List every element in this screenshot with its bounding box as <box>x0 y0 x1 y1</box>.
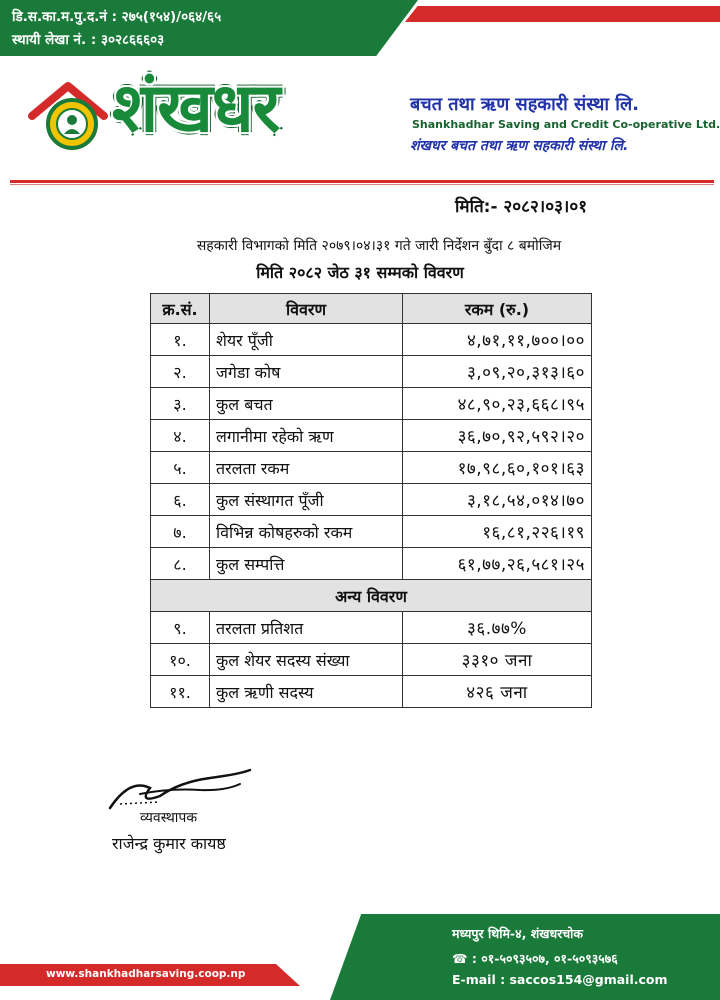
row-serial: १०. <box>151 644 210 676</box>
section-header-row <box>151 580 592 612</box>
row-amount: ३६.७७% <box>403 612 592 644</box>
row-amount: १६,८१,२२६।१९ <box>403 516 592 548</box>
footer-website-link[interactable]: www.shankhadharsaving.coop.np <box>46 968 246 980</box>
row-description: विभिन्न कोषहरुको रकम <box>210 516 403 548</box>
row-amount: ४,७१,११,७००।०० <box>403 324 592 356</box>
row-serial: ९. <box>151 612 210 644</box>
table-row <box>151 356 592 388</box>
row-description: कुल सम्पत्ति <box>210 548 403 580</box>
footer-phone: ☎ : ०१-५०९३५०७, ०१-५०९३५७६ <box>452 951 618 966</box>
row-description: लगानीमा रहेको ऋण <box>210 420 403 452</box>
row-amount: ३,०९,२०,३१३।६० <box>403 356 592 388</box>
intro-text: सहकारी विभागको मिति २०७९।०४।३१ गते जारी निर्देशन बुँदा ८ बमोजिम <box>196 238 562 254</box>
row-serial: ५. <box>151 452 210 484</box>
row-serial: ४. <box>151 420 210 452</box>
row-serial: १. <box>151 324 210 356</box>
row-serial: ११. <box>151 676 210 708</box>
row-description: जगेडा कोष <box>210 356 403 388</box>
table-row <box>151 516 592 548</box>
section-title: अन्य विवरण <box>151 580 592 612</box>
row-serial: २. <box>151 356 210 388</box>
header-divider-thin <box>10 184 714 185</box>
row-serial: ८. <box>151 548 210 580</box>
row-description: तरलता प्रतिशत <box>210 612 403 644</box>
header-divider <box>10 180 714 183</box>
table-row <box>151 452 592 484</box>
row-amount: ४२६ जना <box>403 676 592 708</box>
footer-email[interactable]: E-mail : saccos154@gmail.com <box>452 972 668 987</box>
row-serial: ६. <box>151 484 210 516</box>
row-description: कुल संस्थागत पूँजी <box>210 484 403 516</box>
row-serial: ७. <box>151 516 210 548</box>
table-row <box>151 388 592 420</box>
table-row <box>151 548 592 580</box>
row-description: कुल शेयर सदस्य संख्या <box>210 644 403 676</box>
table-row <box>151 612 592 644</box>
row-serial: ३. <box>151 388 210 420</box>
cooperative-logo-icon <box>28 82 108 152</box>
brand-name-newari: शंखधर बचत तथा ऋण सहकारी संस्था लि. <box>410 138 629 154</box>
row-amount: ३६,७०,९२,५९२।२० <box>403 420 592 452</box>
row-amount: ६१,७७,२६,५८१।२५ <box>403 548 592 580</box>
row-description: शेयर पूँजी <box>210 324 403 356</box>
pan-number: स्थायी लेखा नं. : ३०२८६६६०३ <box>12 32 165 48</box>
table-row <box>151 484 592 516</box>
table-row <box>151 676 592 708</box>
row-description: कुल ऋणी सदस्य <box>210 676 403 708</box>
table-row <box>151 420 592 452</box>
statement-title: मिति २०८२ जेठ ३१ सम्मको विवरण <box>256 263 464 282</box>
table-row <box>151 324 592 356</box>
row-amount: ४८,९०,२३,६६८।९५ <box>403 388 592 420</box>
header-band-red <box>405 6 720 22</box>
column-header-amount: रकम (रु.) <box>403 294 592 324</box>
row-amount: ३,१८,५४,०१४।७० <box>403 484 592 516</box>
brand-name-nepali: बचत तथा ऋण सहकारी संस्था लि. <box>410 94 640 115</box>
table-row <box>151 644 592 676</box>
row-description: तरलता रकम <box>210 452 403 484</box>
signatory-name: राजेन्द्र कुमार कायष्ठ <box>112 834 226 853</box>
registration-number: डि.स.का.म.पु.द.नं : २७५(१५४)/०६४/६५ <box>12 9 222 25</box>
brand-name-english: Shankhadhar Saving and Credit Co-operative Ltd. <box>412 118 720 131</box>
brand-name: शंखधर <box>112 68 280 148</box>
table-header-row <box>151 294 592 324</box>
row-amount: ३३१० जना <box>403 644 592 676</box>
financial-statement-table <box>150 293 592 708</box>
column-header-sn: क्र.सं. <box>151 294 210 324</box>
row-description: कुल बचत <box>210 388 403 420</box>
column-header-description: विवरण <box>210 294 403 324</box>
signatory-title: व्यवस्थापक <box>140 810 198 826</box>
document-date: मिति:- २०८२।०३।०१ <box>455 197 588 217</box>
row-amount: १७,९८,६०,१०१।६३ <box>403 452 592 484</box>
footer-address: मध्यपुर थिमि-४, शंखधरचोक <box>452 926 584 941</box>
